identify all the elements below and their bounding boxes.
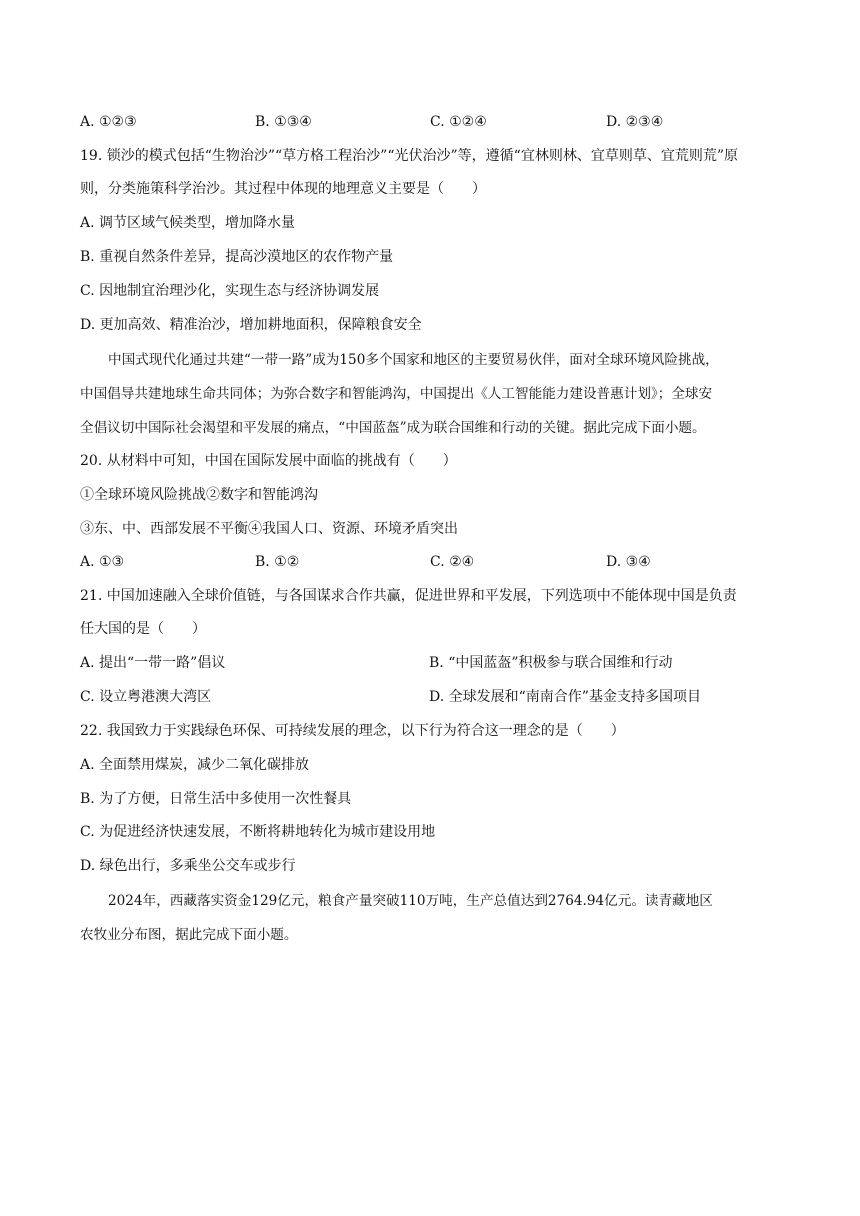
q22-option-b: B. 为了方便，日常生活中多使用一次性餐具 [80,791,352,807]
material1-line1: 中国式现代化通过共建“一带一路”成为150多个国家和地区的主要贸易伙伴，面对全球环境风险挑战， [108,352,719,368]
option-b: B. ①③④ [255,114,312,130]
q22-stem: 22. 我国致力于实践绿色环保、可持续发展的理念，以下行为符合这一理念的是（ ） [80,723,625,739]
q19-stem-line1: 19. 锁沙的模式包括“生物治沙”“草方格工程治沙”“光伏治沙”等，遵循“宜林则林、宜草则草、宜荒则荒”原 [80,148,738,164]
q19-option-b: B. 重视自然条件差异，提高沙漠地区的农作物产量 [80,249,394,265]
material2-line2: 农牧业分布图，据此完成下面小题。 [80,927,298,943]
option-b: B. “中国蓝盔”积极参与联合国维和行动 [429,655,673,671]
option-c: C. ①②④ [430,114,487,130]
q19-option-a: A. 调节区域气候类型，增加降水量 [80,215,296,231]
option-a: A. ①②③ [80,114,137,130]
q21-stem-line2: 任大国的是（ ） [80,621,206,637]
q20-options [80,553,780,571]
q18-options [80,113,780,131]
q19-option-d: D. 更加高效、精准治沙，增加耕地面积，保障粮食安全 [80,317,422,333]
q22-option-d: D. 绿色出行，多乘坐公交车或步行 [80,858,296,874]
q22-option-a: A. 全面禁用煤炭，减少二氧化碳排放 [80,757,310,773]
material1-line3: 全倡议切中国际社会渴望和平发展的痛点，“中国蓝盔”成为联合国维和行动的关键。据此完成下面小题。 [80,420,706,436]
q20-items-line2: ③东、中、西部发展不平衡④我国人口、资源、环境矛盾突出 [80,521,458,537]
q21-options-row2 [80,688,780,706]
q22-option-c: C. 为促进经济快速发展，不断将耕地转化为城市建设用地 [80,824,436,840]
q20-items-line1: ①全球环境风险挑战②数字和智能鸿沟 [80,487,318,503]
material2-line1: 2024年，西藏落实资金129亿元，粮食产量突破110万吨，生产总值达到2764.94亿元。读青藏地区 [108,893,713,909]
option-d: D. ②③④ [606,114,664,130]
option-b: B. ①② [255,554,300,570]
option-d: D. ③④ [606,554,651,570]
q20-stem: 20. 从材料中可知，中国在国际发展中面临的挑战有（ ） [80,453,457,469]
option-c: C. ②④ [430,554,475,570]
option-d: D. 全球发展和“南南合作”基金支持多国项目 [429,689,701,705]
q19-option-c: C. 因地制宜治理沙化，实现生态与经济协调发展 [80,283,380,299]
q21-stem-line1: 21. 中国加速融入全球价值链，与各国谋求合作共赢，促进世界和平发展，下列选项中不能体现中国是负责 [80,588,737,604]
option-c: C. 设立粤港澳大湾区 [80,689,212,705]
material1-line2: 中国倡导共建地球生命共同体；为弥合数字和智能鸿沟，中国提出《人工智能能力建设普惠计划》；全球安 [80,386,713,402]
q21-options-row1 [80,654,780,672]
option-a: A. ①③ [80,554,125,570]
q19-stem-line2: 则，分类施策科学治沙。其过程中体现的地理意义主要是（ ） [80,181,486,197]
option-a: A. 提出“一带一路”倡议 [80,655,226,671]
